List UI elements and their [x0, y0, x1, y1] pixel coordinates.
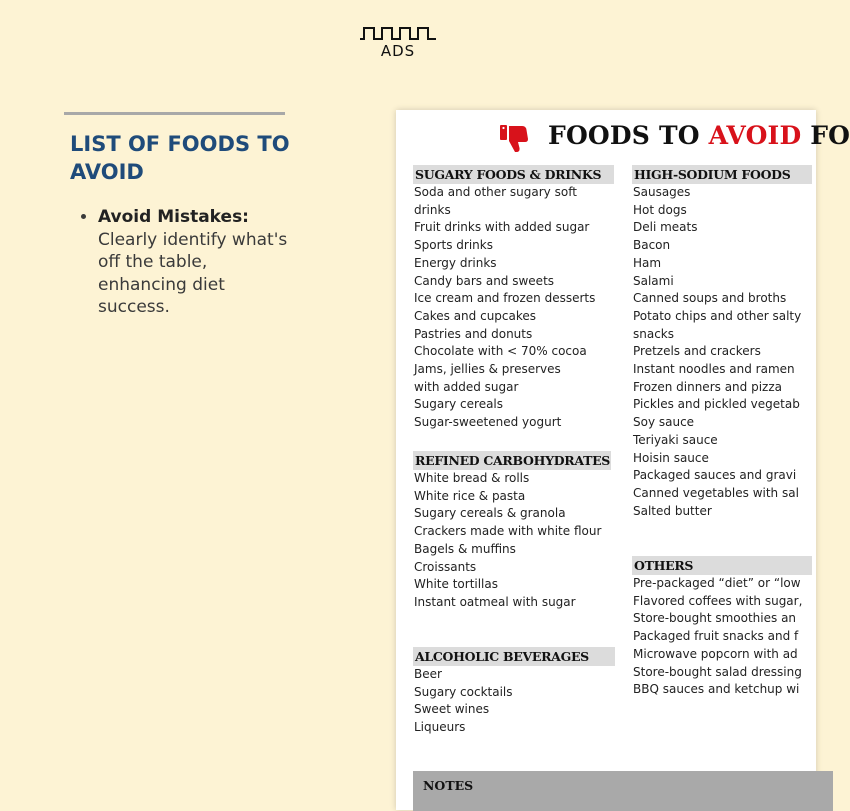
item-list — [632, 184, 812, 520]
list-item: Bagels & muffins — [414, 541, 516, 556]
bullet-item — [98, 206, 298, 319]
list-item: Pretzels and crackers — [633, 344, 761, 359]
list-item: Canned vegetables with sal — [633, 485, 799, 500]
ads-logo — [360, 26, 436, 60]
list-item: Fruit drinks with added sugar — [414, 220, 590, 235]
list-item: Sports drinks — [414, 238, 493, 253]
list-item: Microwave popcorn with ad — [633, 646, 798, 661]
title-part-3: FO — [801, 121, 850, 150]
list-item: Deli meats — [633, 220, 698, 235]
foods-to-avoid-sheet — [396, 110, 850, 810]
section-header: ALCOHOLIC BEVERAGES — [413, 647, 615, 666]
list-item: Beer — [414, 667, 442, 681]
section-refined-carbs — [413, 451, 611, 612]
list-item: Soda and other sugary soft drinks — [414, 185, 577, 217]
bullet-text: Clearly identify what's off the table, enhancing diet success. — [98, 229, 288, 317]
square-wave-icon — [360, 26, 436, 40]
item-list — [413, 184, 614, 432]
thumbs-down-icon — [498, 122, 530, 154]
list-item: Frozen dinners and pizza — [633, 379, 782, 394]
section-sugary-foods — [413, 165, 614, 432]
notes-bar — [413, 771, 833, 811]
list-item: White rice & pasta — [414, 488, 526, 503]
list-item: Cakes and cupcakes — [414, 308, 537, 323]
list-item: Canned soups and broths — [633, 291, 787, 306]
title-avoid-word: AVOID — [708, 121, 802, 150]
list-item: Sweet wines — [414, 702, 490, 717]
title-part-1: FOODS TO — [548, 121, 709, 150]
list-item: Sugary cocktails — [414, 684, 513, 699]
list-item: Jams, jellies & preserves with added sugar — [414, 362, 561, 394]
list-item: White bread & rolls — [414, 471, 530, 485]
section-header: REFINED CARBOHYDRATES — [415, 453, 611, 468]
heading-divider — [64, 112, 285, 115]
section-header: SUGARY FOODS & DRINKS — [413, 165, 614, 184]
list-item: Sugary cereals & granola — [414, 506, 566, 521]
list-item: Teriyaki sauce — [633, 432, 718, 447]
list-item: Store-bought smoothies an — [633, 611, 797, 626]
list-item: Ice cream and frozen desserts — [414, 291, 596, 306]
notes-label: NOTES — [423, 778, 474, 793]
section-high-sodium — [632, 165, 812, 520]
list-item: Hot dogs — [633, 202, 687, 217]
list-item: Chocolate with < 70% cocoa — [414, 344, 587, 359]
panel-heading: LIST OF FOODS TO AVOID — [70, 132, 290, 184]
list-item: Flavored coffees with sugar, — [633, 593, 803, 608]
section-header: HIGH-SODIUM FOODS — [632, 165, 812, 184]
list-item: Hoisin sauce — [633, 450, 709, 465]
list-item: Salted butter — [633, 503, 712, 518]
logo-text: ADS — [380, 42, 416, 60]
item-list — [413, 666, 615, 737]
list-item: Ham — [633, 255, 662, 270]
sheet-title — [548, 121, 850, 150]
list-item: Energy drinks — [414, 255, 497, 270]
list-item: Sugar-sweetened yogurt — [414, 415, 562, 430]
list-item: Liqueurs — [414, 720, 466, 735]
list-item: Pastries and donuts — [414, 326, 533, 341]
item-list — [413, 470, 611, 612]
section-header: OTHERS — [632, 556, 812, 575]
list-item: Instant oatmeal with sugar — [414, 594, 576, 609]
list-item: Sausages — [633, 185, 691, 199]
section-alcoholic-beverages — [413, 647, 615, 737]
list-item: Candy bars and sweets — [414, 273, 555, 288]
list-item: BBQ sauces and ketchup wi — [633, 682, 800, 697]
section-others — [632, 556, 812, 699]
list-item: Pickles and pickled vegetab — [633, 397, 800, 412]
list-item: Croissants — [414, 559, 477, 574]
list-item: Potato chips and other salty snacks — [633, 308, 802, 341]
list-item: Packaged sauces and gravi — [633, 468, 797, 483]
list-item: Bacon — [633, 238, 671, 253]
list-item: Store-bought salad dressing — [633, 664, 802, 679]
list-item: Pre-packaged “diet” or “low — [633, 576, 801, 590]
list-item: White tortillas — [414, 577, 498, 592]
item-list — [632, 575, 812, 699]
list-item: Salami — [633, 273, 674, 288]
list-item: Crackers made with white flour — [414, 524, 602, 539]
list-item: Packaged fruit snacks and f — [633, 629, 799, 644]
bullet-title: Avoid Mistakes: — [98, 207, 249, 227]
list-item: Instant noodles and ramen — [633, 362, 795, 377]
list-item: Sugary cereals — [414, 397, 504, 412]
feature-bullets — [80, 206, 298, 319]
list-item: Soy sauce — [633, 415, 695, 430]
